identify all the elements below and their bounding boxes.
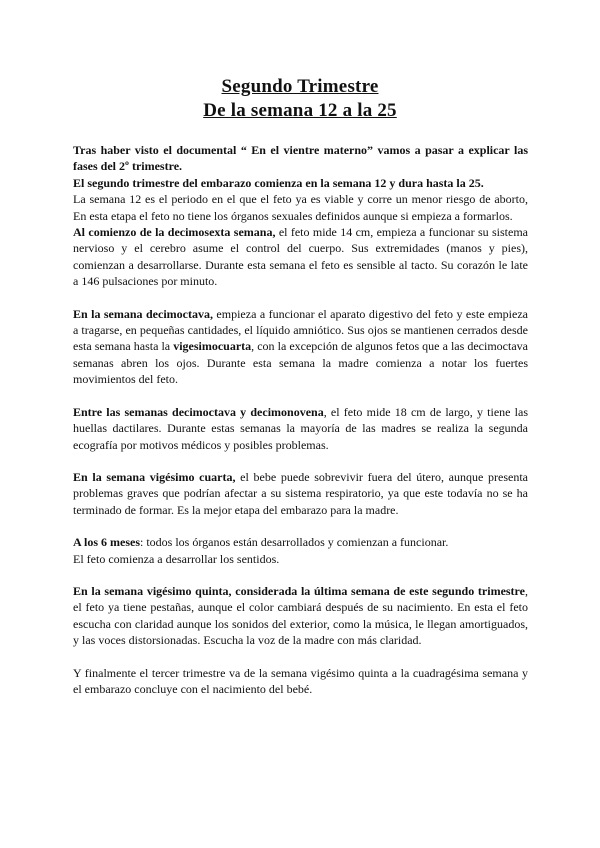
document-body	[73, 142, 528, 697]
start-paragraph: El segundo trimestre del embarazo comienza en la semana 12 y dura hasta la 25.	[73, 175, 484, 190]
document-subtitle: De la semana 12 a la 25	[203, 100, 397, 121]
week18-paragraph: En la semana decimoctava, empieza a funcionar el aparato digestivo del feto y este empieza a tragarse, en pequeñas cantidades, el líquido amniótico. Sus ojos se mantienen cerrados desde esta semana hasta la vigesimocuarta, con la excepción de algunos fetos que a las decimoctava semanas abren los ojos. Durante esta semana la madre comienza a notar los fuertes movimientos del feto.	[73, 306, 528, 387]
intro-paragraph: Tras haber visto el documental “ En el vientre materno” vamos a pasar a explicar las fases del 2º trimestre.	[73, 143, 528, 174]
week24-paragraph: En la semana vigésimo cuarta, el bebe puede sobrevivir fuera del útero, aunque presenta problemas graves que podrían afectar a su sistema respiratorio, ya que este todavía no se ha terminado de formar. Es la mejor etapa del embarazo para la madre.	[73, 469, 528, 517]
week16-paragraph: Al comienzo de la decimosexta semana, el feto mide 14 cm, empieza a funcionar su sistema nervioso y el cerebro asume el control del cuerpo. Sus extremidades (manos y pies), comienzan a desarrollarse. Durante esta semana el feto es sensible al tacto. Su corazón le late a 146 pulsaciones por minuto.	[73, 225, 528, 289]
six-months-paragraph: A los 6 meses: todos los órganos están desarrollados y comienzan a funcionar.	[73, 535, 449, 550]
week25-paragraph: En la semana vigésimo quinta, considerada la última semana de este segundo trimestre, el feto ya tiene pestañas, aunque el color cambiará después de su nacimiento. En esta el feto escucha con claridad aunque los sonidos del exterior, como la música, le llegan amortiguados, y las voces distorsionadas. Escucha la voz de la madre con más claridad.	[73, 583, 528, 648]
week18-19-paragraph: Entre las semanas decimoctava y decimonovena, el feto mide 18 cm de largo, y tiene las huellas dactilares. Durante estas semanas la mayoría de las madres se realiza la segunda ecografía por motivos médicos y posibles problemas.	[73, 404, 529, 452]
senses-line: El feto comienza a desarrollar los sentidos.	[73, 551, 280, 566]
week12-paragraph: La semana 12 es el periodo en el que el feto ya es viable y corre un menor riesgo de aborto, En esta etapa el feto no tiene los órganos sexuales definidos aunque si empieza a formarlos.	[73, 192, 528, 223]
document-title: Segundo Trimestre	[221, 76, 379, 97]
final-paragraph: Y finalmente el tercer trimestre va de la semana vigésimo quinta a la cuadragésima semana y el embarazo concluye con el nacimiento del bebé.	[73, 665, 528, 696]
